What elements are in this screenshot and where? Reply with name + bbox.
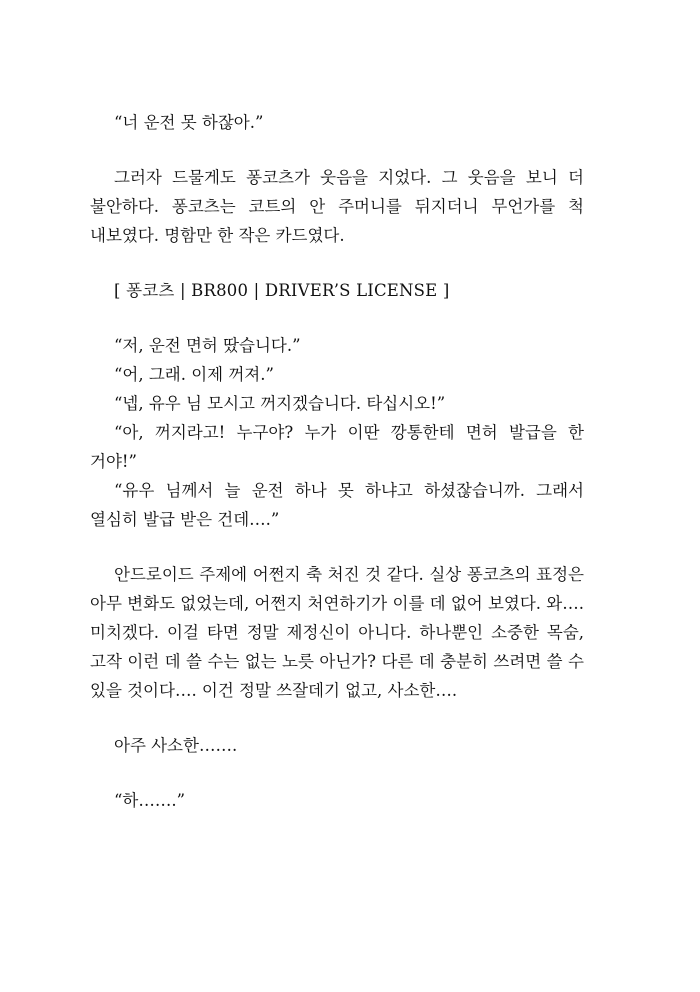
paragraph-gap — [90, 705, 584, 731]
paragraph-narration-2: 안드로이드 주제에 어쩐지 축 처진 것 같다. 실상 퐁코츠의 표정은 아무 변화도 없었는데, 어쩐지 처연하기가 이를 데 없어 보였다. 와…. 미치겠다. 이걸 타면 정말 제정신이 아니다. 하나뿐인 소중한 목숨, 고작 이런 데 쓸 수는 없는 노릇 아닌가? 다른 데 충분히 쓰려면 쓸 수 있을 것이다…. 이건 정말 쓰잘데기 없고, 사소한…. — [90, 565, 584, 700]
paragraph-dialogue-1: “너 운전 못 하잖아.” — [114, 113, 264, 132]
paragraph-dialogue-2: “저, 운전 면허 땄습니다.” — [114, 336, 301, 355]
paragraph-narration-3: 아주 사소한……. — [114, 736, 238, 755]
paragraph-gap — [90, 760, 584, 786]
paragraph-dialogue-7: “하…….” — [114, 791, 186, 810]
paragraph-gap — [90, 137, 584, 163]
paragraph-gap — [90, 534, 584, 560]
paragraph-dialogue-6: “유우 님께서 늘 운전 하나 못 하냐고 하셨잖습니까. 그래서 열심히 발급 받은 건데….” — [90, 481, 584, 529]
paragraph-gap — [90, 305, 584, 331]
paragraph-dialogue-5: “아, 꺼지라고! 누구야? 누가 이딴 깡통한테 면허 발급을 한 거야!” — [90, 423, 584, 471]
document-page — [90, 108, 584, 815]
license-card-text: [ 퐁코츠 | BR800 | DRIVER’S LICENSE ] — [114, 281, 450, 300]
paragraph-gap — [90, 250, 584, 276]
paragraph-dialogue-3: “어, 그래. 이제 꺼져.” — [114, 365, 274, 384]
paragraph-dialogue-4: “넵, 유우 님 모시고 꺼지겠습니다. 타십시오!” — [114, 394, 446, 413]
paragraph-narration-1: 그러자 드물게도 퐁코츠가 웃음을 지었다. 그 웃음을 보니 더 불안하다. 퐁코츠는 코트의 안 주머니를 뒤지더니 무언가를 척 내보였다. 명함만 한 작은 카드였다. — [90, 168, 584, 245]
